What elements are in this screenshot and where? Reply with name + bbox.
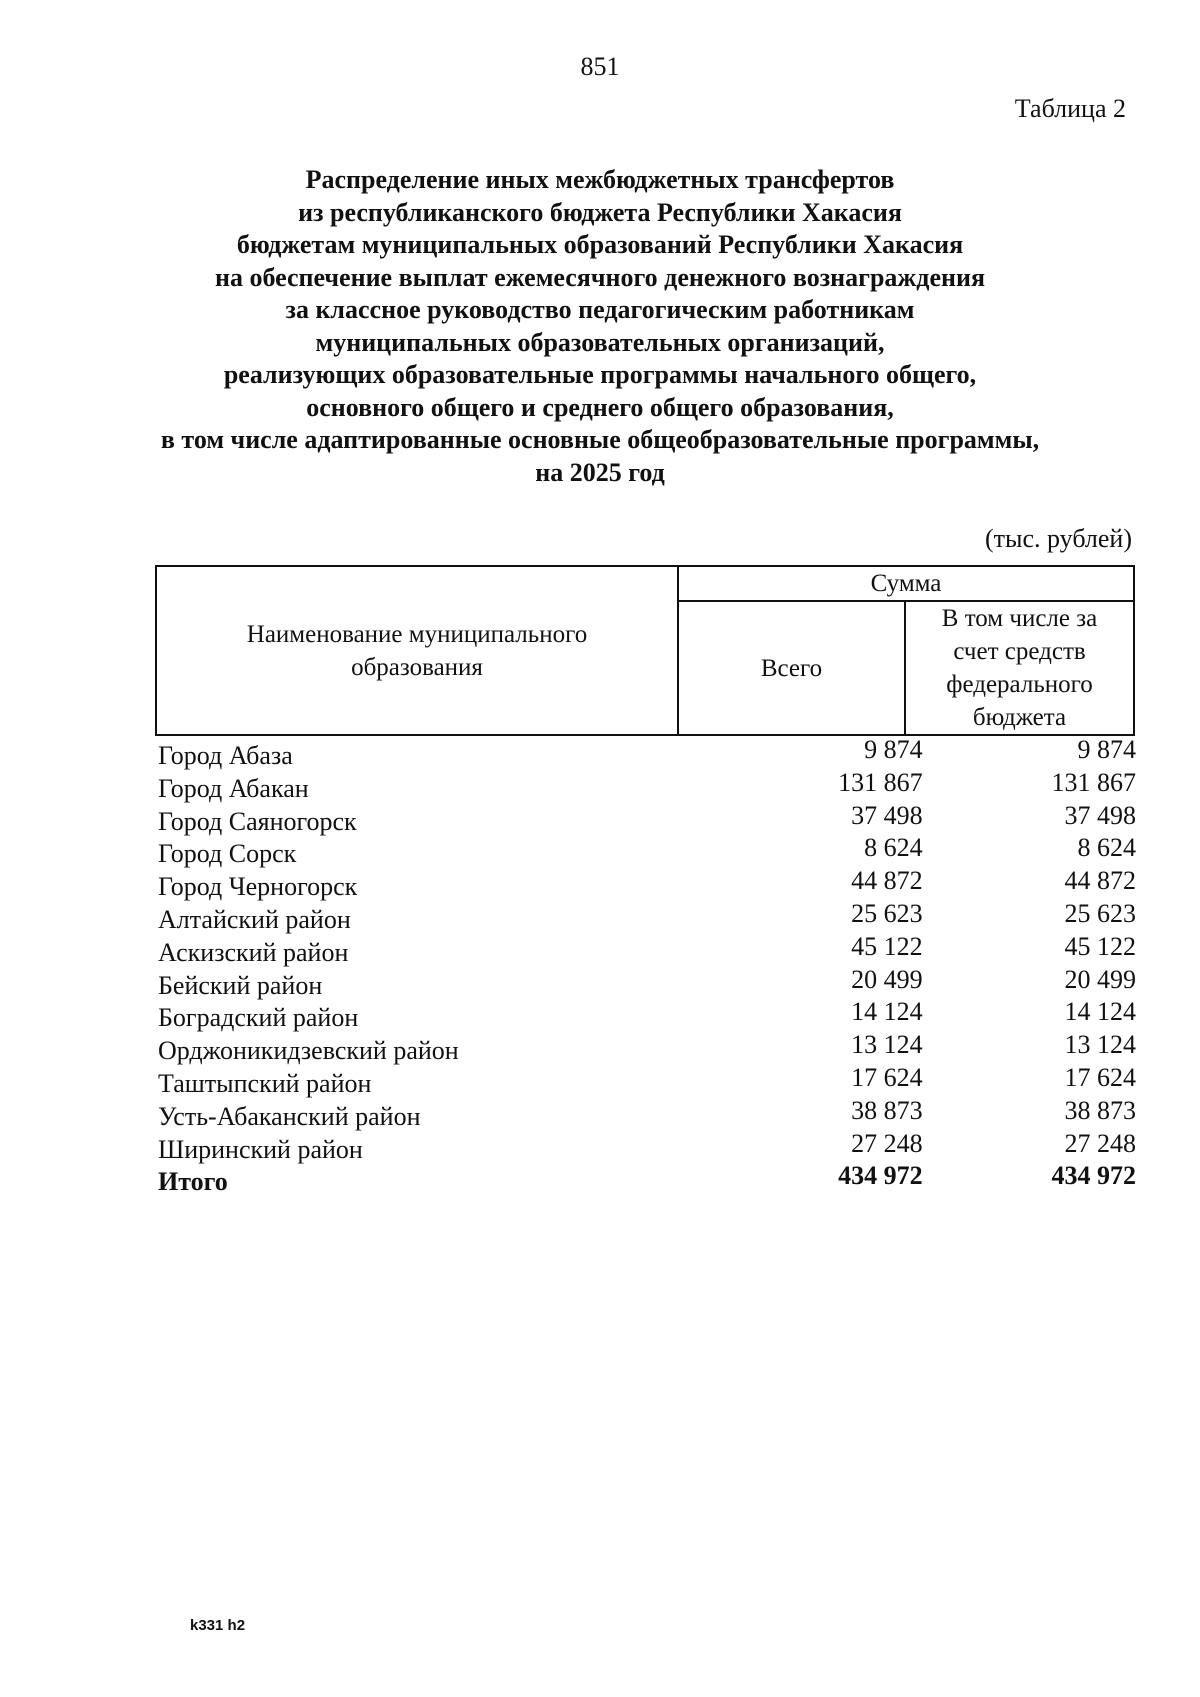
table-row [158,964,1136,1000]
title-line: реализующих образовательные программы начального общего, [223,360,977,389]
row-total: 38 873 [851,1095,923,1125]
row-federal: 27 248 [1064,1128,1136,1158]
row-name: Боградский район [158,1003,359,1033]
row-total: 13 124 [851,1030,923,1060]
row-federal: 37 498 [1064,800,1136,830]
title-line: Распределение иных межбюджетных трансфертов [305,165,895,194]
table-row [158,898,1136,934]
row-total: 45 122 [851,931,923,961]
row-name: Бейский район [158,970,323,1000]
units-label: (тыс. рублей) [984,524,1132,553]
row-total: 44 872 [851,866,923,896]
row-name: Алтайский район [158,904,351,934]
row-federal: 131 867 [1051,767,1136,797]
row-name: Город Саяногорск [158,806,357,836]
document-title [100,164,1100,489]
total-federal: 434 972 [1051,1161,1136,1191]
row-federal: 45 122 [1064,931,1136,961]
table-row [158,865,1136,902]
table-row [158,734,1136,770]
title-line: муниципальных образовательных организаций, [315,327,885,357]
row-name: Таштыпский район [158,1068,372,1098]
row-name: Город Сорск [158,839,297,869]
page-number: 851 [580,52,620,81]
row-federal: 9 874 [1077,735,1136,764]
row-federal: 44 872 [1064,866,1136,896]
footer-code: k331 h2 [190,1617,246,1634]
title-line: бюджетам муниципальных образований Республики Хакасия [236,230,964,259]
header-sum: Сумма [678,566,1134,601]
title-line: из республиканского бюджета Республики Хакасия [298,197,902,227]
total-label: Итого [158,1167,228,1197]
table-row [158,1128,1136,1164]
table-row [158,1029,1136,1066]
row-total: 20 499 [851,964,923,994]
row-name: Усть-Абаканский район [158,1101,421,1131]
table-row [158,1062,1136,1098]
title-line: на 2025 год [535,457,665,487]
row-total: 17 624 [851,1062,923,1092]
row-federal: 38 873 [1064,1095,1136,1125]
row-total: 9 874 [864,735,923,764]
row-total: 27 248 [851,1128,923,1158]
table-row [158,996,1136,1033]
row-federal: 25 623 [1064,898,1136,928]
row-total: 14 124 [851,997,923,1027]
title-line: в том числе адаптированные основные общеобразовательные программы, [160,425,1040,454]
table-row [158,832,1136,869]
row-federal: 14 124 [1064,997,1136,1027]
table-row [158,800,1136,836]
header-federal-column: В том числе за счет средств федерального бюджета [905,601,1134,735]
table-body [158,734,1136,1197]
row-name: Ширинский район [158,1134,363,1164]
header-name-column: Наименование муниципального образования [156,566,678,735]
row-total: 25 623 [851,898,923,928]
table-header [155,565,1135,736]
table-row [158,1095,1136,1131]
header-total-column: Всего [678,601,905,735]
title-line: на обеспечение выплат ежемесячного денежного вознаграждения [214,262,986,292]
row-total: 8 624 [864,833,923,863]
table-row [158,767,1136,803]
row-name: Город Черногорск [158,872,358,902]
row-federal: 20 499 [1064,964,1136,994]
table-label: Таблица 2 [1014,94,1126,123]
row-federal: 8 624 [1077,833,1136,863]
total-sum: 434 972 [838,1161,923,1191]
row-federal: 13 124 [1064,1030,1136,1060]
row-name: Город Абаза [158,741,293,770]
title-line: за классное руководство педагогическим работникам [285,295,915,324]
table-row [158,931,1136,967]
row-total: 37 498 [851,800,923,830]
row-federal: 17 624 [1064,1062,1136,1092]
title-line: основного общего и среднего общего образования, [306,392,894,422]
row-name: Город Абакан [158,773,309,803]
row-name: Аскизский район [158,937,349,967]
row-name: Орджоникидзевский район [158,1036,459,1066]
row-total: 131 867 [838,767,923,797]
total-row [158,1160,1136,1197]
